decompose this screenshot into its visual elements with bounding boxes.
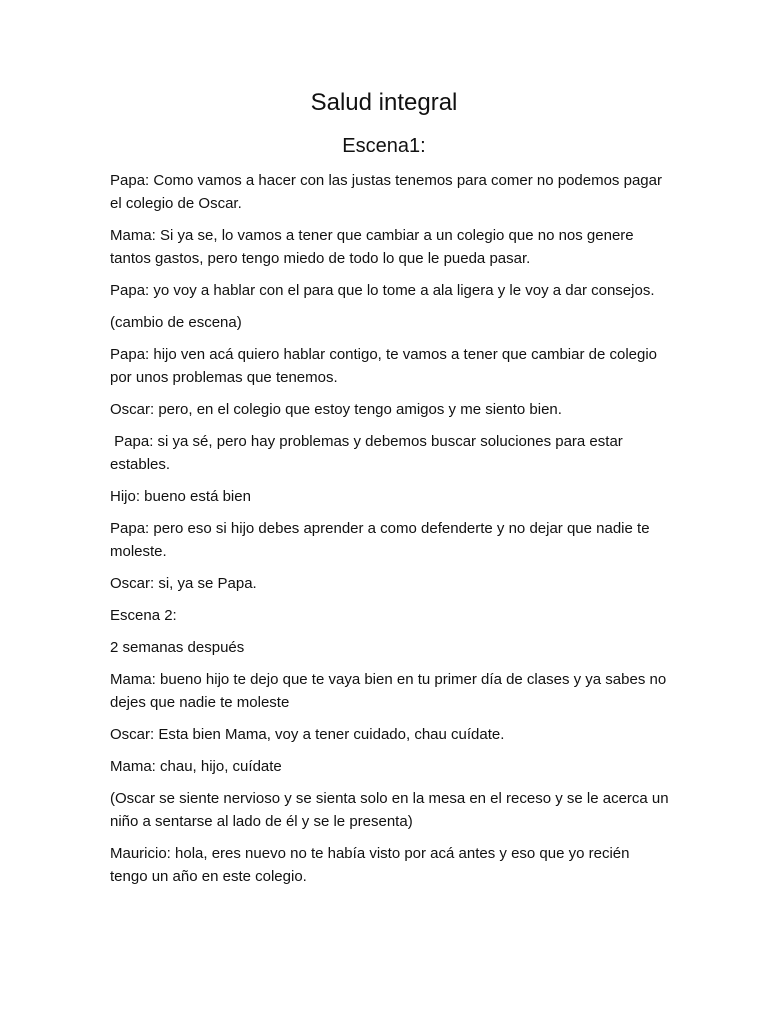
paragraph: Papa: si ya sé, pero hay problemas y debemos buscar soluciones para estar estables. (110, 433, 627, 473)
scene-heading-2: Escena 2: (110, 607, 177, 624)
paragraph: Papa: pero eso si hijo debes aprender a como defenderte y no dejar que nadie te moleste. (110, 520, 650, 560)
paragraph: Mauricio: hola, eres nuevo no te había visto por acá antes y eso que yo recién tengo un año en este colegio. (110, 845, 630, 885)
paragraph: Oscar: pero, en el colegio que estoy tengo amigos y me siento bien. (110, 401, 562, 418)
scene-heading: Escena1: (342, 135, 426, 157)
paragraph: Papa: yo voy a hablar con el para que lo tome a ala ligera y le voy a dar consejos. (110, 282, 655, 299)
paragraph: Hijo: bueno está bien (110, 488, 251, 505)
paragraph: Papa: Como vamos a hacer con las justas tenemos para comer no podemos pagar el colegio de Oscar. (110, 172, 662, 212)
paragraph: Mama: chau, hijo, cuídate (110, 758, 282, 775)
paragraph: (cambio de escena) (110, 314, 242, 331)
document-title: Salud integral (310, 89, 458, 116)
paragraph: 2 semanas después (110, 639, 245, 656)
paragraph: (Oscar se siente nervioso y se sienta solo en la mesa en el receso y se le acerca un niño a sentarse al lado de él y se le presenta) (110, 790, 669, 830)
paragraph: Mama: Si ya se, lo vamos a tener que cambiar a un colegio que no nos genere tantos gastos, pero tengo miedo de todo lo que le pueda pasar. (110, 227, 634, 267)
document-body (110, 169, 670, 897)
paragraph: Papa: hijo ven acá quiero hablar contigo, te vamos a tener que cambiar de colegio por unos problemas que tenemos. (110, 346, 658, 386)
paragraph: Mama: bueno hijo te dejo que te vaya bien en tu primer día de clases y ya sabes no dejes que nadie te moleste (110, 671, 667, 711)
paragraph: Oscar: Esta bien Mama, voy a tener cuidado, chau cuídate. (110, 726, 505, 743)
paragraph: Oscar: si, ya se Papa. (110, 575, 257, 592)
